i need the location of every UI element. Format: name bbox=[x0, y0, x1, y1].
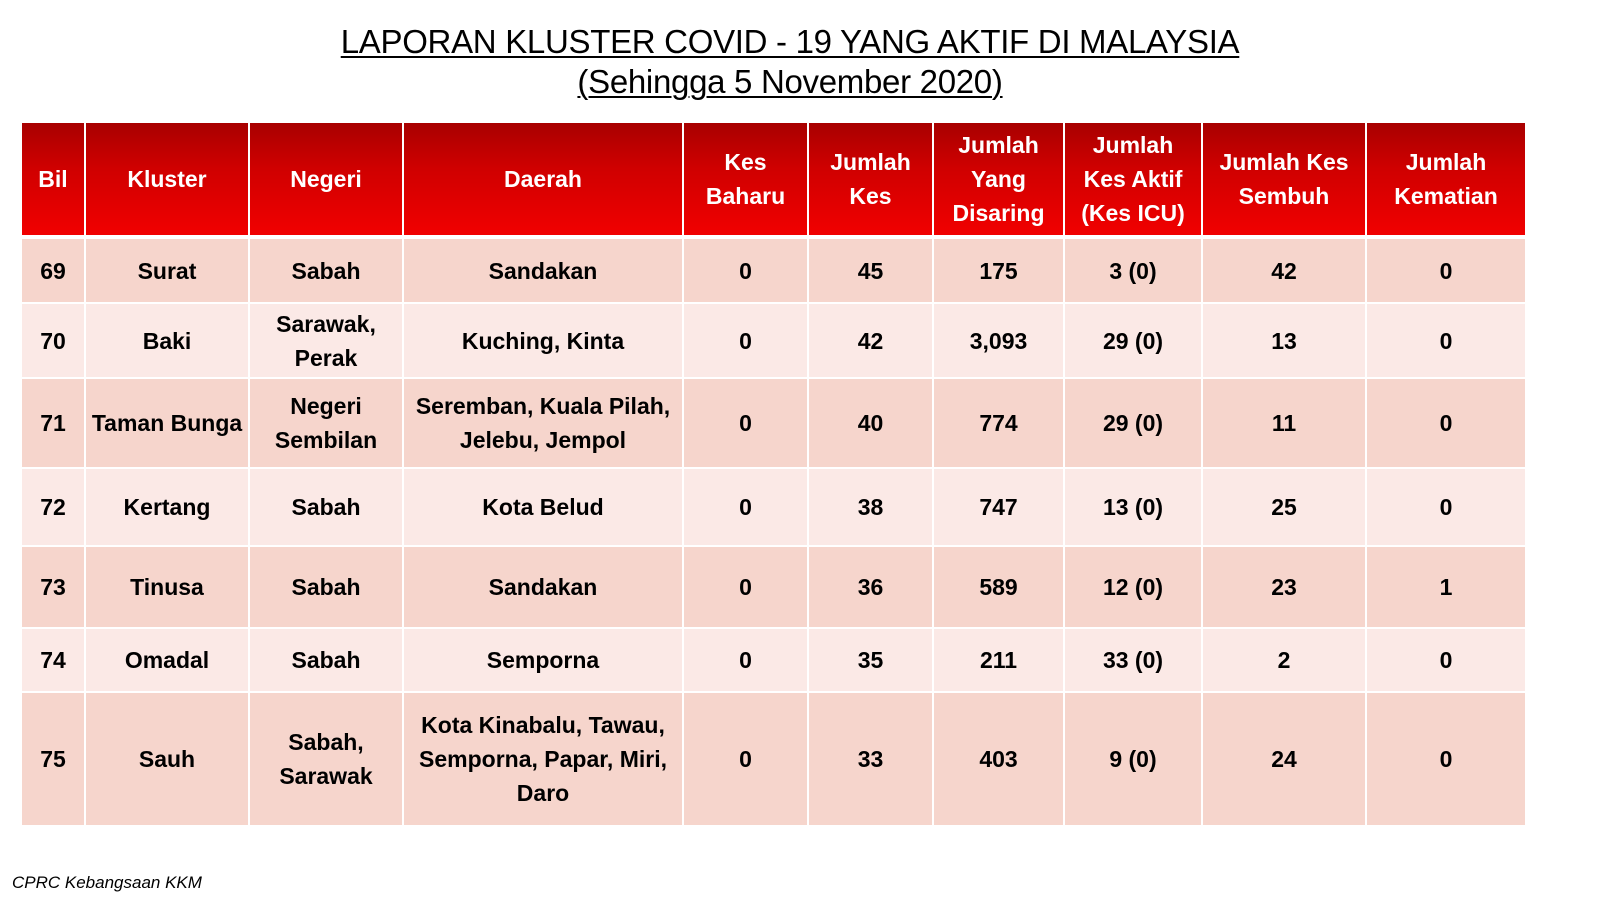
cell-daerah: Kota Belud bbox=[403, 468, 683, 546]
cell-jumlah-disaring: 211 bbox=[933, 628, 1064, 692]
cell-daerah: Kota Kinabalu, Tawau, Semporna, Papar, Miri, Daro bbox=[403, 692, 683, 826]
cell-jumlah-disaring: 175 bbox=[933, 237, 1064, 303]
cell-jumlah-disaring: 403 bbox=[933, 692, 1064, 826]
cell-kes-sembuh: 11 bbox=[1202, 378, 1366, 468]
cell-jumlah-kes: 38 bbox=[808, 468, 933, 546]
table-row bbox=[22, 468, 1525, 546]
cell-kes-sembuh: 2 bbox=[1202, 628, 1366, 692]
col-header-negeri: Negeri bbox=[249, 123, 403, 237]
cell-kluster: Taman Bunga bbox=[85, 378, 249, 468]
title-line-2: (Sehingga 5 November 2020) bbox=[577, 63, 1003, 100]
cell-negeri: Sarawak, Perak bbox=[249, 303, 403, 378]
cell-daerah: Semporna bbox=[403, 628, 683, 692]
cell-kematian: 1 bbox=[1366, 546, 1525, 628]
cell-kematian: 0 bbox=[1366, 468, 1525, 546]
cell-kes-baharu: 0 bbox=[683, 237, 808, 303]
cell-kes-aktif: 29 (0) bbox=[1064, 303, 1202, 378]
cell-daerah: Sandakan bbox=[403, 237, 683, 303]
cell-bil: 71 bbox=[22, 378, 85, 468]
cell-negeri: Sabah bbox=[249, 546, 403, 628]
cluster-table bbox=[22, 123, 1525, 827]
cell-jumlah-kes: 40 bbox=[808, 378, 933, 468]
cell-kluster: Tinusa bbox=[85, 546, 249, 628]
cell-kes-sembuh: 25 bbox=[1202, 468, 1366, 546]
cell-kes-sembuh: 42 bbox=[1202, 237, 1366, 303]
cell-kes-baharu: 0 bbox=[683, 468, 808, 546]
table-row bbox=[22, 378, 1525, 468]
cell-daerah: Kuching, Kinta bbox=[403, 303, 683, 378]
cell-jumlah-disaring: 3,093 bbox=[933, 303, 1064, 378]
cell-bil: 69 bbox=[22, 237, 85, 303]
cell-kes-aktif: 3 (0) bbox=[1064, 237, 1202, 303]
cell-kes-aktif: 33 (0) bbox=[1064, 628, 1202, 692]
cell-jumlah-disaring: 747 bbox=[933, 468, 1064, 546]
cell-kluster: Surat bbox=[85, 237, 249, 303]
cell-bil: 75 bbox=[22, 692, 85, 826]
col-header-bil: Bil bbox=[22, 123, 85, 237]
cell-jumlah-disaring: 774 bbox=[933, 378, 1064, 468]
cell-kes-baharu: 0 bbox=[683, 628, 808, 692]
col-header-kematian: Jumlah Kematian bbox=[1366, 123, 1525, 237]
cell-bil: 73 bbox=[22, 546, 85, 628]
table-row bbox=[22, 628, 1525, 692]
cell-kematian: 0 bbox=[1366, 628, 1525, 692]
source-note: CPRC Kebangsaan KKM bbox=[12, 873, 202, 892]
cell-kluster: Kertang bbox=[85, 468, 249, 546]
cell-jumlah-disaring: 589 bbox=[933, 546, 1064, 628]
cell-kes-aktif: 13 (0) bbox=[1064, 468, 1202, 546]
cell-jumlah-kes: 36 bbox=[808, 546, 933, 628]
col-header-kluster: Kluster bbox=[85, 123, 249, 237]
cell-negeri: Sabah bbox=[249, 468, 403, 546]
col-header-jumlah-kes: Jumlah Kes bbox=[808, 123, 933, 237]
cell-jumlah-kes: 33 bbox=[808, 692, 933, 826]
table-row bbox=[22, 546, 1525, 628]
cell-kes-sembuh: 13 bbox=[1202, 303, 1366, 378]
cell-kematian: 0 bbox=[1366, 378, 1525, 468]
col-header-daerah: Daerah bbox=[403, 123, 683, 237]
cell-kluster: Sauh bbox=[85, 692, 249, 826]
cell-bil: 74 bbox=[22, 628, 85, 692]
cell-kes-aktif: 29 (0) bbox=[1064, 378, 1202, 468]
cell-kes-sembuh: 23 bbox=[1202, 546, 1366, 628]
cell-negeri: Sabah bbox=[249, 628, 403, 692]
cell-kematian: 0 bbox=[1366, 303, 1525, 378]
header-row bbox=[22, 123, 1525, 237]
cell-kes-aktif: 12 (0) bbox=[1064, 546, 1202, 628]
col-header-jumlah-disaring: Jumlah Yang Disaring bbox=[933, 123, 1064, 237]
table-row bbox=[22, 303, 1525, 378]
cell-kes-baharu: 0 bbox=[683, 546, 808, 628]
cell-jumlah-kes: 45 bbox=[808, 237, 933, 303]
cell-negeri: Sabah, Sarawak bbox=[249, 692, 403, 826]
report-title bbox=[0, 22, 1580, 102]
col-header-kes-baharu: Kes Baharu bbox=[683, 123, 808, 237]
cell-negeri: Sabah bbox=[249, 237, 403, 303]
table-row bbox=[22, 237, 1525, 303]
col-header-kes-sembuh: Jumlah Kes Sembuh bbox=[1202, 123, 1366, 237]
title-line-1: LAPORAN KLUSTER COVID - 19 YANG AKTIF DI MALAYSIA bbox=[340, 23, 1240, 60]
cell-daerah: Sandakan bbox=[403, 546, 683, 628]
cell-kes-baharu: 0 bbox=[683, 692, 808, 826]
cell-negeri: Negeri Sembilan bbox=[249, 378, 403, 468]
cell-bil: 72 bbox=[22, 468, 85, 546]
cell-kes-baharu: 0 bbox=[683, 303, 808, 378]
cell-kes-aktif: 9 (0) bbox=[1064, 692, 1202, 826]
table-row bbox=[22, 692, 1525, 826]
cell-kematian: 0 bbox=[1366, 692, 1525, 826]
cell-bil: 70 bbox=[22, 303, 85, 378]
cell-kluster: Omadal bbox=[85, 628, 249, 692]
cell-kes-sembuh: 24 bbox=[1202, 692, 1366, 826]
cell-kes-baharu: 0 bbox=[683, 378, 808, 468]
cell-jumlah-kes: 35 bbox=[808, 628, 933, 692]
cell-kematian: 0 bbox=[1366, 237, 1525, 303]
cell-daerah: Seremban, Kuala Pilah, Jelebu, Jempol bbox=[403, 378, 683, 468]
col-header-kes-aktif: Jumlah Kes Aktif (Kes ICU) bbox=[1064, 123, 1202, 237]
cell-jumlah-kes: 42 bbox=[808, 303, 933, 378]
cell-kluster: Baki bbox=[85, 303, 249, 378]
